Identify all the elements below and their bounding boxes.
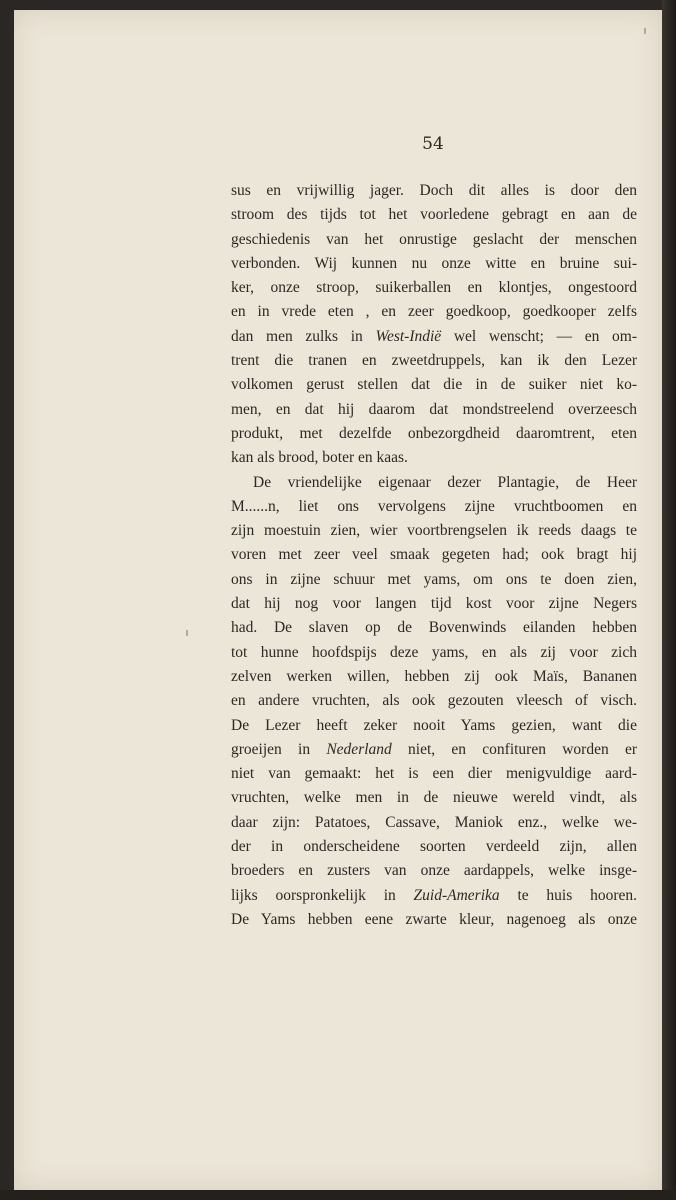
text-segment: groeijen in: [231, 740, 327, 758]
page-number: 54: [422, 134, 444, 154]
text-line: broeders en zusters van onze aardappels, welke insge-: [231, 862, 637, 880]
text-line: tot hunne hoofdspijs deze yams, en als zij voor zich: [231, 643, 637, 661]
text-line: produkt, met dezelfde onbezorgdheid daaromtrent, eten: [231, 424, 637, 442]
text-segment: wel wenscht; — en om-: [441, 327, 637, 345]
text-line: stroom des tijds tot het voorledene gebragt en aan de: [231, 206, 637, 224]
text-line: en andere vruchten, als ook gezouten vleesch of visch.: [231, 692, 637, 710]
text-segment: niet, en confituren worden er: [391, 740, 637, 758]
text-line: dat hij nog voor langen tijd kost voor zijne Negers: [231, 595, 637, 613]
italic-place-name: West-Indië: [375, 327, 442, 345]
text-line: De Yams hebben eene zwarte kleur, nagenoeg als onze: [231, 910, 637, 928]
text-line: zijn moestuin zien, wier voortbrengselen ik reeds daags te: [231, 522, 637, 540]
text-line: [231, 884, 637, 908]
text-line: [231, 738, 637, 762]
text-line: daar zijn: Patatoes, Cassave, Maniok enz., welke we-: [231, 813, 637, 831]
italic-place-name: Nederland: [326, 740, 392, 758]
text-line: De vriendelijke eigenaar dezer Plantagie, de Heer: [253, 473, 637, 491]
text-line: der in onderscheidene soorten verdeeld zijn, allen: [231, 838, 637, 856]
text-segment: te huis hooren.: [499, 886, 637, 904]
text-line: men, en dat hij daarom dat mondstreelend overzeesch: [231, 400, 637, 418]
page-bottom-shadow: [0, 1190, 676, 1200]
text-segment: lijks oorspronkelijk in: [231, 886, 414, 904]
text-line: zelven werken willen, hebben zij ook Maïs, Bananen: [231, 667, 637, 685]
text-line: verbonden. Wij kunnen nu onze witte en bruine sui-: [231, 254, 637, 272]
text-line: sus en vrijwillig jager. Doch dit alles is door den: [231, 182, 637, 199]
text-line: ker, onze stroop, suikerballen en klontjes, ongestoord: [231, 279, 637, 297]
text-line: M......n, liet ons vervolgens zijne vruchtboomen en: [231, 497, 637, 515]
text-line: [231, 325, 637, 349]
text-line: De Lezer heeft zeker nooit Yams gezien, want die: [231, 716, 637, 734]
text-line: geschiedenis van het onrustige geslacht der menschen: [231, 230, 637, 248]
paper-speck: [186, 630, 188, 636]
body-text: [231, 179, 637, 932]
text-line: en in vrede eten , en zeer goedkoop, goedkooper zelfs: [231, 303, 637, 321]
text-line: voren met zeer veel smaak gegeten had; ook bragt hij: [231, 546, 637, 564]
paper-speck: [644, 28, 646, 34]
text-line: niet van gemaakt: het is een dier menigvuldige aard-: [231, 765, 637, 783]
text-segment: dan men zulks in: [231, 327, 376, 345]
text-line: ons in zijne schuur met yams, om ons te doen zien,: [231, 570, 637, 588]
text-line: had. De slaven op de Bovenwinds eilanden hebben: [231, 619, 637, 637]
text-line: kan als brood, boter en kaas.: [231, 449, 408, 467]
text-line: volkomen gerust stellen dat die in de suiker niet ko-: [231, 376, 637, 394]
page-edge-shadow: [662, 0, 676, 1200]
italic-place-name: Zuid-Amerika: [413, 886, 500, 904]
text-line: vruchten, welke men in de nieuwe wereld vindt, als: [231, 789, 637, 807]
text-line: trent die tranen en zweetdruppels, kan ik den Lezer: [231, 352, 637, 370]
